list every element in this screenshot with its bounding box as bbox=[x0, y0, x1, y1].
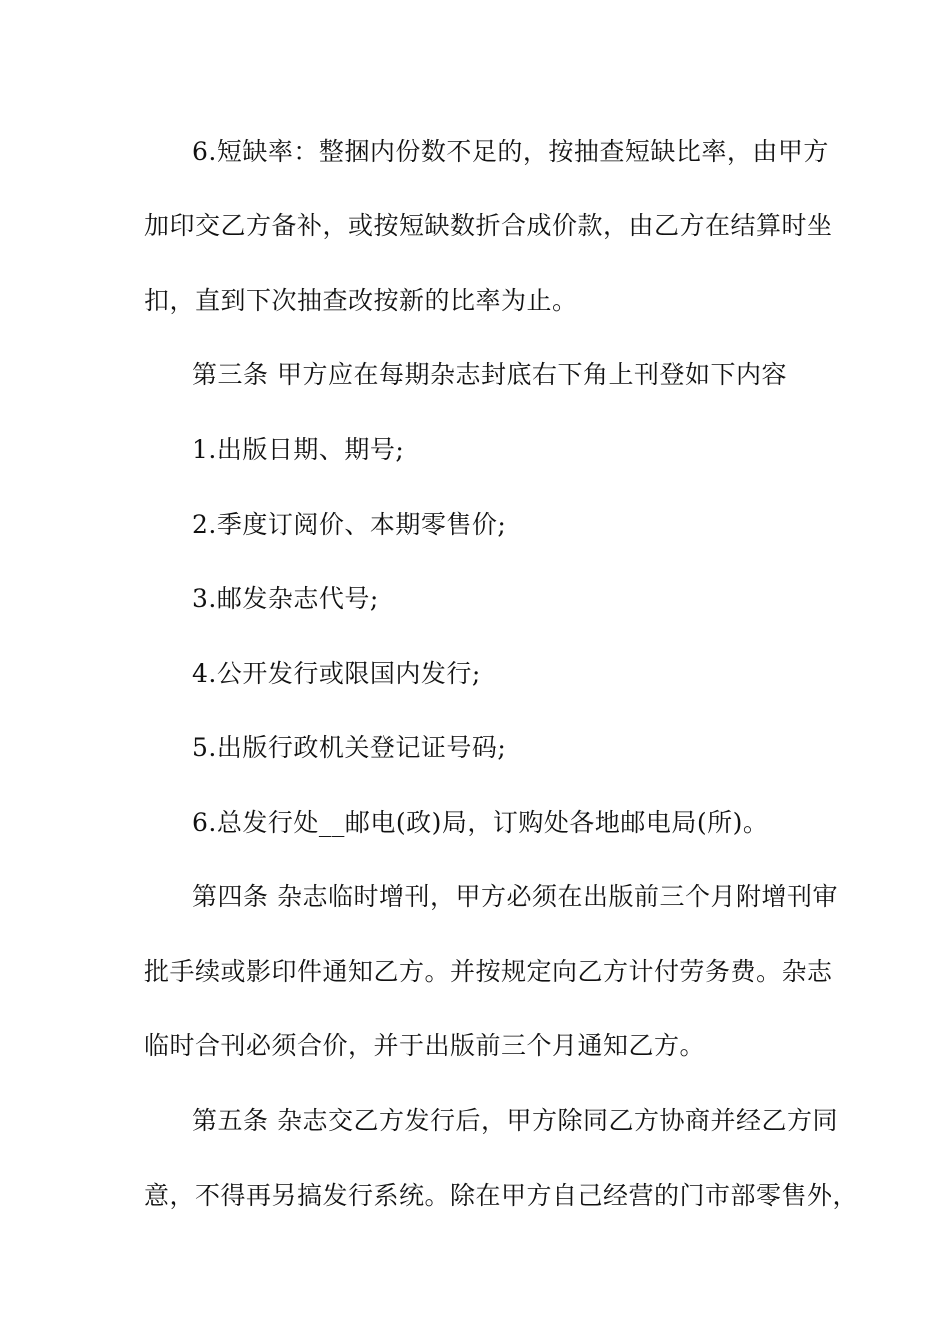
text-line-short-rate: 6.短缺率：整捆内份数不足的，按抽查短缺比率，由甲方 bbox=[192, 137, 829, 166]
list-item: 1.出版日期、期号; bbox=[192, 435, 405, 464]
list-item: 6.总发行处__邮电(政)局，订购处各地邮电局(所)。 bbox=[192, 808, 769, 837]
text-line: 意，不得再另搞发行系统。除在甲方自己经营的门市部零售外， bbox=[144, 1181, 859, 1210]
article-four-text: 第四条 杂志临时增刊，甲方必须在出版前三个月附增刊审 bbox=[192, 882, 838, 911]
list-item: 5.出版行政机关登记证号码; bbox=[192, 733, 507, 762]
text-line: 扣，直到下次抽查改按新的比率为止。 bbox=[144, 286, 578, 315]
article-five-text: 第五条 杂志交乙方发行后，甲方除同乙方协商并经乙方同 bbox=[192, 1106, 838, 1135]
text-line: 加印交乙方备补，或按短缺数折合成价款，由乙方在结算时坐 bbox=[144, 211, 833, 240]
text-line: 批手续或影印件通知乙方。并按规定向乙方计付劳务费。杂志 bbox=[144, 957, 833, 986]
article-three-heading: 第三条 甲方应在每期杂志封底右下角上刊登如下内容 bbox=[192, 360, 787, 389]
text-line: 临时合刊必须合价，并于出版前三个月通知乙方。 bbox=[144, 1031, 706, 1060]
list-item: 2.季度订阅价、本期零售价; bbox=[192, 510, 507, 539]
list-item: 3.邮发杂志代号; bbox=[192, 584, 379, 613]
list-item: 4.公开发行或限国内发行; bbox=[192, 659, 481, 688]
